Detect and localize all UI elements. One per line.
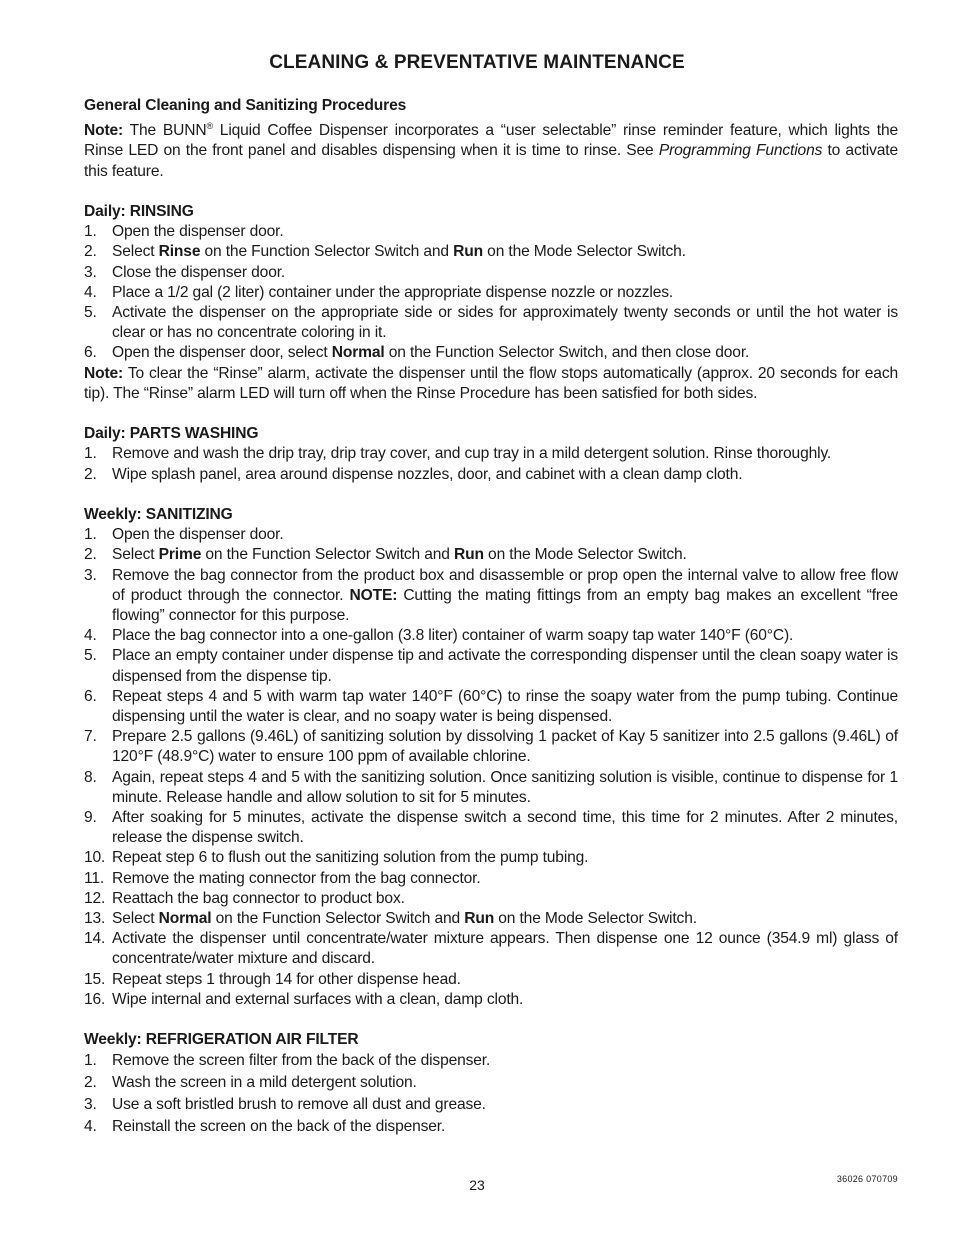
step-text: Wipe splash panel, area around dispense nozzles, door, and cabinet with a clean damp cloth. (112, 465, 743, 483)
step-text: on the Function Selector Switch, and then close door. (384, 344, 750, 362)
list-item (84, 808, 898, 848)
step-list (84, 1050, 898, 1138)
list-item (84, 444, 898, 464)
step-number: 7. (84, 728, 97, 746)
step-number: 9. (84, 809, 97, 827)
step-number: 4. (84, 627, 97, 645)
section-weekly-air-filter (84, 1030, 898, 1138)
step-text: Select (112, 910, 159, 928)
step-number: 2. (84, 465, 97, 483)
list-item (84, 242, 898, 262)
step-text: Remove and wash the drip tray, drip tray cover, and cup tray in a mild detergent solution. Rinse thoroughly. (112, 445, 832, 463)
step-number: 8. (84, 768, 97, 786)
step-bold-text: Run (464, 910, 495, 928)
note-text: The BUNN (123, 122, 207, 140)
general-note (84, 116, 898, 182)
note-label: Note: (84, 364, 124, 382)
step-bold-text: NOTE: (349, 586, 398, 604)
list-item (84, 1094, 898, 1116)
note-italic-text: Programming Functions (658, 142, 823, 160)
section-heading: Daily: RINSING (84, 203, 194, 220)
step-text: Prepare 2.5 gallons (9.46L) of sanitizing solution by dissolving 1 packet of Kay 5 sanitizer into 2.5 gallons (9.46L) of 120°F (48.9°C) water to ensure 100 ppm of available chlorine. (112, 728, 898, 766)
step-number: 1. (84, 1052, 97, 1070)
step-text: After soaking for 5 minutes, activate the dispense switch a second time, this time for 2 minutes. After 2 minutes, release the dispense switch. (112, 809, 898, 847)
note-label: Note: (84, 122, 124, 140)
step-text: Select (112, 243, 159, 261)
list-item (84, 687, 898, 727)
page-title: CLEANING & PREVENTATIVE MAINTENANCE (269, 52, 685, 73)
step-text: on the Mode Selector Switch. (483, 546, 687, 564)
step-text: on the Mode Selector Switch. (494, 910, 697, 928)
section-daily-parts-washing (84, 424, 898, 485)
page-content (84, 96, 898, 1159)
step-text: Reinstall the screen on the back of the dispenser. (112, 1118, 446, 1136)
step-number: 5. (84, 647, 97, 665)
step-text: Place a 1/2 gal (2 liter) container under the appropriate dispense nozzle or nozzles. (112, 283, 674, 301)
step-text: Place the bag connector into a one-gallon (3.8 liter) container of warm soapy tap water 140°F (60°C). (112, 627, 794, 645)
step-bold-text: Run (453, 243, 483, 261)
step-text: Reattach the bag connector to product box. (112, 889, 405, 907)
step-bold-text: Normal (158, 910, 212, 928)
section-general-cleaning (84, 96, 898, 182)
list-item (84, 646, 898, 686)
step-bold-text: Normal (331, 344, 385, 362)
step-number: 12. (84, 889, 106, 907)
step-text: Open the dispenser door, select (112, 344, 332, 362)
step-text: Activate the dispenser on the appropriate side or sides for approximately twenty seconds or until the hot water is clear or has no concentrate coloring in it. (112, 304, 898, 342)
step-text: Select (112, 546, 159, 564)
list-item (84, 727, 898, 767)
note-text: To clear the “Rinse” alarm, activate the dispenser until the flow stops automatically (approx. 20 seconds for each tip). The “Rinse” alarm LED will turn off when the Rinse Procedure has been satisfied for both sides. (84, 364, 898, 402)
step-number: 10. (84, 849, 106, 867)
list-item (84, 343, 898, 363)
list-item (84, 1116, 898, 1138)
list-item (84, 283, 898, 303)
step-list (84, 222, 898, 363)
step-number: 3. (84, 263, 97, 281)
step-text: Repeat step 6 to flush out the sanitizing solution from the pump tubing. (112, 849, 589, 867)
step-text: on the Mode Selector Switch. (482, 243, 686, 261)
step-number: 13. (84, 910, 106, 928)
list-item (84, 626, 898, 646)
list-item (84, 970, 898, 990)
step-number: 6. (84, 687, 97, 705)
list-item (84, 889, 898, 909)
step-number: 4. (84, 283, 97, 301)
step-number: 5. (84, 304, 97, 322)
step-number: 4. (84, 1118, 97, 1136)
step-text: Open the dispenser door. (112, 526, 284, 544)
step-text: Activate the dispenser until concentrate/water mixture appears. Then dispense one 12 ounce (354.9 ml) glass of concentrate/water mixture and discard. (112, 930, 898, 968)
note-text: to activate this feature. (84, 142, 898, 180)
list-item (84, 929, 898, 969)
step-list (84, 525, 898, 1010)
page-number: 23 (469, 1177, 485, 1193)
step-number: 3. (84, 566, 97, 584)
step-text: Close the dispenser door. (112, 263, 286, 281)
list-item (84, 263, 898, 283)
step-number: 14. (84, 930, 106, 948)
step-list (84, 444, 898, 484)
list-item (84, 990, 898, 1010)
list-item (84, 848, 898, 868)
step-number: 16. (84, 990, 106, 1008)
document-code: 36026 070709 (836, 1174, 898, 1184)
step-bold-text: Prime (158, 546, 202, 564)
step-text: on the Function Selector Switch and (200, 243, 454, 261)
list-item (84, 545, 898, 565)
step-text: Use a soft bristled brush to remove all dust and grease. (112, 1096, 486, 1114)
step-text: Wipe internal and external surfaces with a clean, damp cloth. (112, 990, 524, 1008)
step-number: 1. (84, 526, 97, 544)
step-text: Remove the bag connector from the product box and disassemble or prop open the internal valve to allow free flow of product through the connector. (112, 566, 898, 604)
step-text: Repeat steps 4 and 5 with warm tap water 140°F (60°C) to rinse the soapy water from the pump tubing. Continue dispensing until the water is clear, and no soapy water is being dispensed. (112, 687, 898, 726)
rinsing-note (84, 364, 898, 404)
list-item (84, 566, 898, 627)
step-text: Cutting the mating fittings from an empty bag makes an excellent “free flowing” connector for this purpose. (112, 586, 898, 625)
step-text: Repeat steps 1 through 14 for other dispense head. (112, 970, 461, 988)
step-bold-text: Rinse (158, 243, 201, 261)
registered-mark: ® (206, 121, 213, 132)
section-daily-rinsing (84, 202, 898, 404)
step-text: Open the dispenser door. (112, 223, 284, 241)
step-text: Place an empty container under dispense tip and activate the corresponding dispenser until the clean soapy water is dispensed from the dispense tip. (112, 647, 898, 685)
list-item (84, 303, 898, 343)
list-item (84, 909, 898, 929)
list-item (84, 465, 898, 485)
step-text: on the Function Selector Switch and (211, 910, 465, 928)
step-number: 2. (84, 546, 97, 564)
section-heading: Weekly: REFRIGERATION AIR FILTER (84, 1031, 359, 1049)
section-heading: Weekly: SANITIZING (84, 506, 233, 524)
list-item (84, 525, 898, 545)
step-number: 2. (84, 243, 97, 261)
step-text: Remove the screen filter from the back of the dispenser. (112, 1052, 491, 1070)
section-heading: General Cleaning and Sanitizing Procedures (84, 97, 407, 114)
step-number: 1. (84, 223, 97, 241)
step-text: Remove the mating connector from the bag connector. (112, 869, 481, 887)
step-number: 11. (84, 869, 105, 887)
step-text: Wash the screen in a mild detergent solution. (112, 1074, 417, 1092)
step-text: on the Function Selector Switch and (201, 546, 454, 564)
step-number: 3. (84, 1096, 97, 1114)
section-heading: Daily: PARTS WASHING (84, 425, 259, 443)
list-item (84, 1072, 898, 1094)
note-text: Liquid Coffee Dispenser incorporates a “user selectable” rinse reminder feature, which lights the Rinse LED on the front panel and disables dispensing when it is time to rinse. See (84, 122, 898, 160)
step-number: 6. (84, 344, 97, 362)
list-item (84, 1050, 898, 1072)
list-item (84, 222, 898, 242)
step-number: 15. (84, 970, 106, 988)
list-item (84, 869, 898, 889)
step-text: Again, repeat steps 4 and 5 with the sanitizing solution. Once sanitizing solution is visible, continue to dispense for 1 minute. Release handle and allow solution to sit for 5 minutes. (112, 768, 898, 806)
section-weekly-sanitizing (84, 505, 898, 1010)
list-item (84, 768, 898, 808)
step-number: 1. (84, 445, 97, 463)
step-number: 2. (84, 1074, 97, 1092)
step-bold-text: Run (453, 546, 484, 564)
